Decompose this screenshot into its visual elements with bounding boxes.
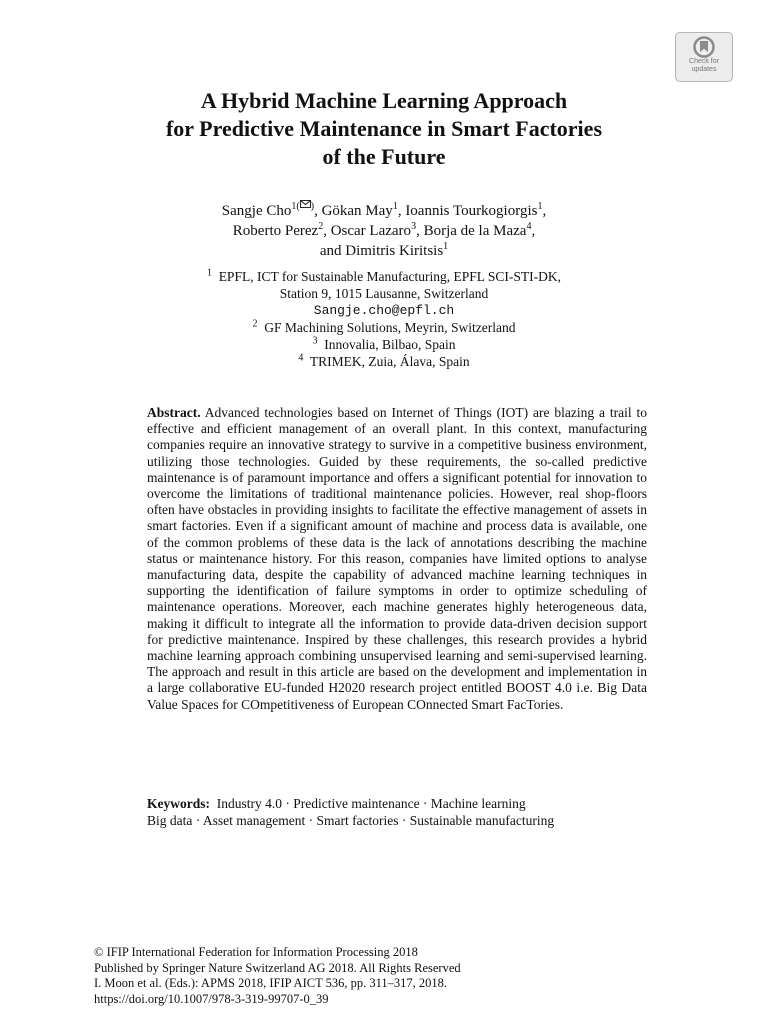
title-line: for Predictive Maintenance in Smart Factories xyxy=(165,116,602,141)
abstract-text: Advanced technologies based on Internet of Things (IOT) are blazing a trail to effective and efficient management of an overall plant. In this context, manufacturing companies require an innovative strategy to survive in a competitive business environment, utilizing those technologies. Guided by these requirements, the so-called predictive maintenance is of paramount importance and offers a significant potential for innovation to overcome the limitations of traditional maintenance policies. However, real shop-floors often have obstacles in providing insights to facilitate the effective management of assets in smart factories. Even if a significant amount of machine and process data is available, one of the common problems of these data is the lack of annotations describing the machine status or maintenance history. For this reason, companies have limited options to analyse manufacturing data, despite the capability of advanced machine learning techniques in supporting the identification of failure symptoms in order to optimize scheduling of maintenance operations. Moreover, each machine generates highly heterogeneous data, making it difficult to integrate all the information to provide data-driven decision support for predictive maintenance. Inspired by these challenges, this research provides a hybrid machine learning approach combining unsupervised learning and semi-supervised learning. The approach and result in this article are based on the development and implementation in a large collaborative EU-funded H2020 research project entitled BOOST 4.0 i.e. Big Data Value Spaces for COmpetitiveness of European COnnected Smart FacTories. xyxy=(147,405,647,712)
badge-label-line2: updates xyxy=(691,66,717,73)
affiliation-1: $^1$ EPFL, ICT for Sustainable Manufacturing, EPFL SCI-STI-DK, xyxy=(206,267,562,284)
citation-line: I. Moon et al. (Eds.): APMS 2018, IFIP AICT 536, pp. 311–317, 2018. xyxy=(94,976,448,990)
paper-title xyxy=(96,87,672,171)
author-affil-sup: 1( ) xyxy=(291,201,315,212)
title-line: A Hybrid Machine Learning Approach xyxy=(200,88,568,113)
author-line: Roberto Perez$^2$, Oscar Lazaro$^3$, Borja de la Maza$^4$, xyxy=(232,221,536,239)
author-name: Dimitris Kiritsis xyxy=(345,243,444,259)
author-affil-sup: 1 xyxy=(392,201,398,212)
author-name: Gökan May xyxy=(321,203,393,219)
doi-link[interactable]: https://doi.org/10.1007/978-3-319-99707-0_39 xyxy=(94,991,329,1006)
author-affil-sup: 2 xyxy=(318,221,324,232)
author-affil-sup: 1 xyxy=(537,201,543,212)
abstract-paragraph xyxy=(147,405,647,713)
author-name: Borja de la Maza xyxy=(423,223,527,239)
affiliation-4: $^4$ TRIMEK, Zuia, Álava, Spain xyxy=(298,352,470,369)
author-affil-sup: 4 xyxy=(526,221,532,232)
author-line: and Dimitris Kiritsis$^1$ xyxy=(319,241,449,259)
affiliation-3: $^3$ Innovalia, Bilbao, Spain xyxy=(312,335,456,352)
author-list xyxy=(96,200,672,261)
keywords-label: Keywords: xyxy=(147,796,210,811)
author-name: Oscar Lazaro xyxy=(330,223,412,239)
author-name: Ioannis Tourkogiorgis xyxy=(405,203,538,219)
affiliation-1-address: Station 9, 1015 Lausanne, Switzerland xyxy=(279,286,489,301)
affiliation-list xyxy=(96,268,672,370)
author-name: Sangje Cho xyxy=(221,203,292,219)
author-affil-sup: 1 xyxy=(443,241,449,252)
keywords-line: Big data · Asset management · Smart factories · Sustainable manufacturing xyxy=(147,813,555,828)
check-for-updates-badge[interactable] xyxy=(675,32,733,82)
keywords-block xyxy=(147,795,647,829)
affiliation-2: $^2$ GF Machining Solutions, Meyrin, Switzerland xyxy=(252,318,516,335)
abstract-label: Abstract. xyxy=(147,405,201,420)
copyright-line: © IFIP International Federation for Information Processing 2018 xyxy=(94,945,418,959)
publisher-line: Published by Springer Nature Switzerland AG 2018. All Rights Reserved xyxy=(94,960,461,975)
author-line: Sangje Cho$^{1( )}$, Gökan May$^1$, Ioannis Tourkogiorgis$^1$, xyxy=(221,201,547,219)
envelope-icon[interactable] xyxy=(300,200,311,208)
badge-label-line1: Check for xyxy=(689,58,719,65)
keywords-line: Keywords: Industry 4.0 · Predictive maintenance · Machine learning xyxy=(147,796,526,811)
copyright-footer xyxy=(94,945,694,1007)
author-affil-sup: 3 xyxy=(411,221,417,232)
author-name: Roberto Perez xyxy=(232,223,319,239)
author-email-link[interactable]: Sangje.cho@epfl.ch xyxy=(313,303,455,318)
title-line: of the Future xyxy=(322,144,446,169)
bookmark-ring-icon xyxy=(693,36,715,58)
